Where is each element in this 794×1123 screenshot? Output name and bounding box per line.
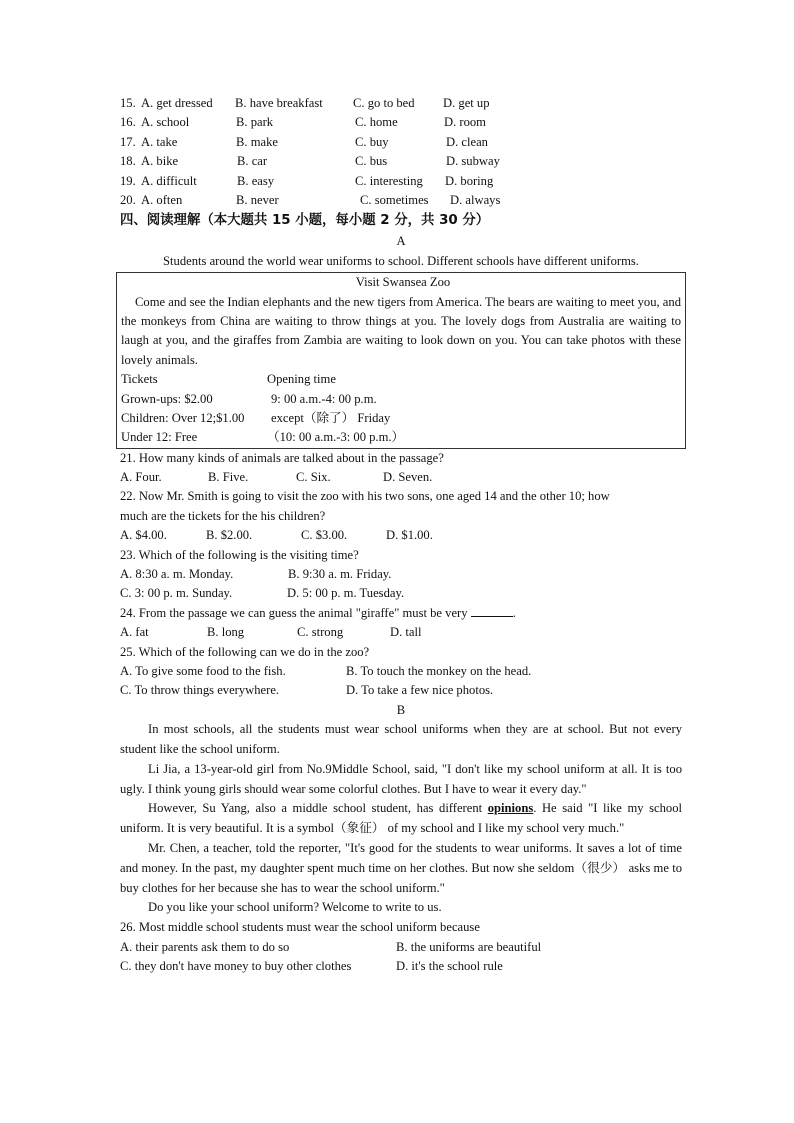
question-23: 23. Which of the following is the visiting time? bbox=[120, 547, 359, 562]
question-number: 20. bbox=[120, 192, 136, 207]
passage-label-a: A bbox=[396, 234, 406, 249]
option-a: A. take bbox=[141, 134, 178, 149]
option-d: D. subway bbox=[446, 154, 500, 169]
question-number: 18. bbox=[120, 154, 136, 169]
question-22: 22. Now Mr. Smith is going to visit the zoo with his two sons, one aged 14 and the other 10; how bbox=[120, 489, 610, 504]
ticket-row bbox=[117, 409, 685, 428]
under12-price: Under 12: Free bbox=[121, 430, 198, 445]
option-b: B. 9:30 a. m. Friday. bbox=[288, 567, 392, 582]
option-b: B. the uniforms are beautiful bbox=[396, 939, 542, 954]
option-c: C. To throw things everywhere. bbox=[120, 683, 280, 698]
ticket-row bbox=[117, 390, 685, 409]
option-b: B. have breakfast bbox=[235, 96, 323, 110]
option-c: C. home bbox=[355, 115, 398, 130]
grownups-time: 9: 00 a.m.-4: 00 p.m. bbox=[271, 391, 377, 406]
opening-time-label: Opening time bbox=[267, 372, 336, 387]
option-d: D. room bbox=[444, 115, 486, 130]
option-d: D. boring bbox=[445, 173, 494, 188]
option-b: B. never bbox=[236, 192, 279, 207]
option-a: A. $4.00. bbox=[120, 528, 167, 543]
option-d: D. always bbox=[450, 192, 501, 207]
option-d: D. 5: 00 p. m. Tuesday. bbox=[287, 586, 405, 601]
question-row bbox=[120, 94, 682, 113]
option-c: C. sometimes bbox=[360, 192, 429, 207]
option-c: C. bus bbox=[355, 154, 388, 169]
option-d: D. it's the school rule bbox=[396, 958, 503, 973]
question-row bbox=[120, 133, 682, 152]
question-23-options bbox=[120, 565, 682, 584]
children-price: Children: Over 12;$1.00 bbox=[121, 410, 245, 425]
question-number: 17. bbox=[120, 134, 136, 149]
option-c: C. interesting bbox=[355, 173, 423, 188]
question-24-end: . bbox=[512, 605, 516, 620]
zoo-notice-box bbox=[116, 272, 686, 449]
option-d: D. $1.00. bbox=[386, 528, 433, 543]
question-21: 21. How many kinds of animals are talked about in the passage? bbox=[120, 450, 444, 465]
option-a: A. fat bbox=[120, 625, 149, 640]
passage-b-paragraph: Li Jia, a 13-year-old girl from No.9Middle School, said, "I don't like my school uniform at all. It is too ugly. I think young girls should wear some colorful clothes. But I have to wear it every day." bbox=[120, 761, 682, 796]
option-d: D. get up bbox=[443, 96, 490, 110]
option-b: B. car bbox=[237, 154, 268, 169]
question-25-options bbox=[120, 662, 682, 681]
question-row bbox=[120, 152, 682, 171]
grownups-price: Grown-ups: $2.00 bbox=[121, 391, 213, 406]
option-a: A. school bbox=[141, 115, 190, 130]
option-c: C. $3.00. bbox=[301, 528, 348, 543]
question-26-options bbox=[120, 957, 682, 976]
question-22-options bbox=[120, 526, 682, 545]
passage-b-paragraph: Mr. Chen, a teacher, told the reporter, "It's good for the students to wear uniforms. It saves a lot of time and money. In the past, my daughter spent much time on her clothes. But now she seldom（很少） asks me to buy clothes for her because she has to wear the school uniform." bbox=[120, 840, 682, 895]
question-number: 15. bbox=[120, 96, 136, 110]
question-row bbox=[120, 191, 682, 210]
question-26-options bbox=[120, 938, 682, 957]
option-a: A. get dressed bbox=[141, 96, 213, 110]
option-b: B. make bbox=[236, 134, 278, 149]
option-a: A. To give some food to the fish. bbox=[120, 664, 286, 678]
answer-blank bbox=[471, 604, 513, 617]
under12-time: （10: 00 a.m.-3: 00 p.m.） bbox=[267, 430, 405, 445]
option-d: D. To take a few nice photos. bbox=[346, 683, 494, 698]
p3-end: . He said "I like my school uniform. It is very beautiful. It is a symbol（象征） of my school and I like my school very much." bbox=[120, 801, 682, 836]
children-except: except（除了） Friday bbox=[271, 410, 391, 425]
question-26: 26. Most middle school students must wear the school uniform because bbox=[120, 920, 480, 935]
question-row bbox=[120, 172, 682, 191]
passage-b-paragraph: In most schools, all the students must wear school uniforms when they are at school. But not every student like the school uniform. bbox=[120, 722, 682, 756]
ticket-row bbox=[117, 428, 685, 447]
option-b: B. park bbox=[236, 115, 274, 130]
exam-page bbox=[120, 94, 682, 976]
question-row bbox=[120, 113, 682, 132]
question-24-options bbox=[120, 623, 682, 642]
option-c: C. Six. bbox=[296, 470, 331, 485]
question-number: 19. bbox=[120, 173, 136, 188]
question-number: 16. bbox=[120, 115, 136, 130]
question-25-options bbox=[120, 681, 682, 700]
ticket-header-row bbox=[117, 370, 685, 389]
option-d: D. Seven. bbox=[383, 470, 433, 485]
passage-intro: Students around the world wear uniforms to school. Different schools have different uniforms. bbox=[163, 253, 639, 268]
option-b: B. long bbox=[207, 625, 245, 640]
question-24-text: 24. From the passage we can guess the animal "giraffe" must be very bbox=[120, 605, 468, 620]
option-b: B. To touch the monkey on the head. bbox=[346, 664, 532, 678]
passage-b-paragraph bbox=[120, 799, 682, 839]
option-c: C. they don't have money to buy other clothes bbox=[120, 958, 352, 973]
passage-label-b: B bbox=[396, 702, 406, 717]
option-d: D. clean bbox=[446, 134, 488, 149]
question-22-cont: much are the tickets for the his children? bbox=[120, 508, 326, 523]
question-21-options bbox=[120, 468, 682, 487]
passage-b-paragraph: Do you like your school uniform? Welcome to write to us. bbox=[148, 900, 442, 915]
question-23-options bbox=[120, 584, 682, 603]
option-d: D. tall bbox=[390, 625, 422, 640]
notice-title: Visit Swansea Zoo bbox=[355, 275, 451, 290]
option-a: A. 8:30 a. m. Monday. bbox=[120, 567, 234, 582]
cloze-options bbox=[120, 94, 682, 210]
option-a: A. often bbox=[141, 192, 183, 207]
emphasized-word: opinions bbox=[487, 801, 534, 816]
option-c: C. buy bbox=[355, 134, 389, 149]
option-c: C. go to bed bbox=[353, 96, 415, 110]
option-c: C. strong bbox=[297, 625, 344, 640]
option-c: C. 3: 00 p. m. Sunday. bbox=[120, 586, 233, 601]
question-25: 25. Which of the following can we do in the zoo? bbox=[120, 644, 370, 659]
option-b: B. Five. bbox=[208, 470, 249, 485]
section-heading: 四、阅读理解（本大题共 15 小题，每小题 2 分，共 30 分） bbox=[120, 213, 490, 229]
option-b: B. easy bbox=[237, 173, 275, 188]
question-24 bbox=[120, 604, 682, 623]
option-a: A. their parents ask them to do so bbox=[120, 939, 290, 954]
option-a: A. Four. bbox=[120, 470, 162, 485]
notice-text: Come and see the Indian elephants and the new tigers from America. The bears are waiting to meet you, and the monkeys from China are waiting to throw things at you. The lovely dogs from Australia are waiting to laugh at you, and the giraffes from Zambia are waiting to look down on you. You can take photos with these lovely animals. bbox=[121, 294, 681, 367]
option-a: A. difficult bbox=[141, 173, 197, 188]
p3-start: However, Su Yang, also a middle school student, has different bbox=[148, 801, 488, 816]
tickets-label: Tickets bbox=[121, 372, 158, 387]
option-a: A. bike bbox=[141, 154, 179, 169]
option-b: B. $2.00. bbox=[206, 528, 253, 543]
